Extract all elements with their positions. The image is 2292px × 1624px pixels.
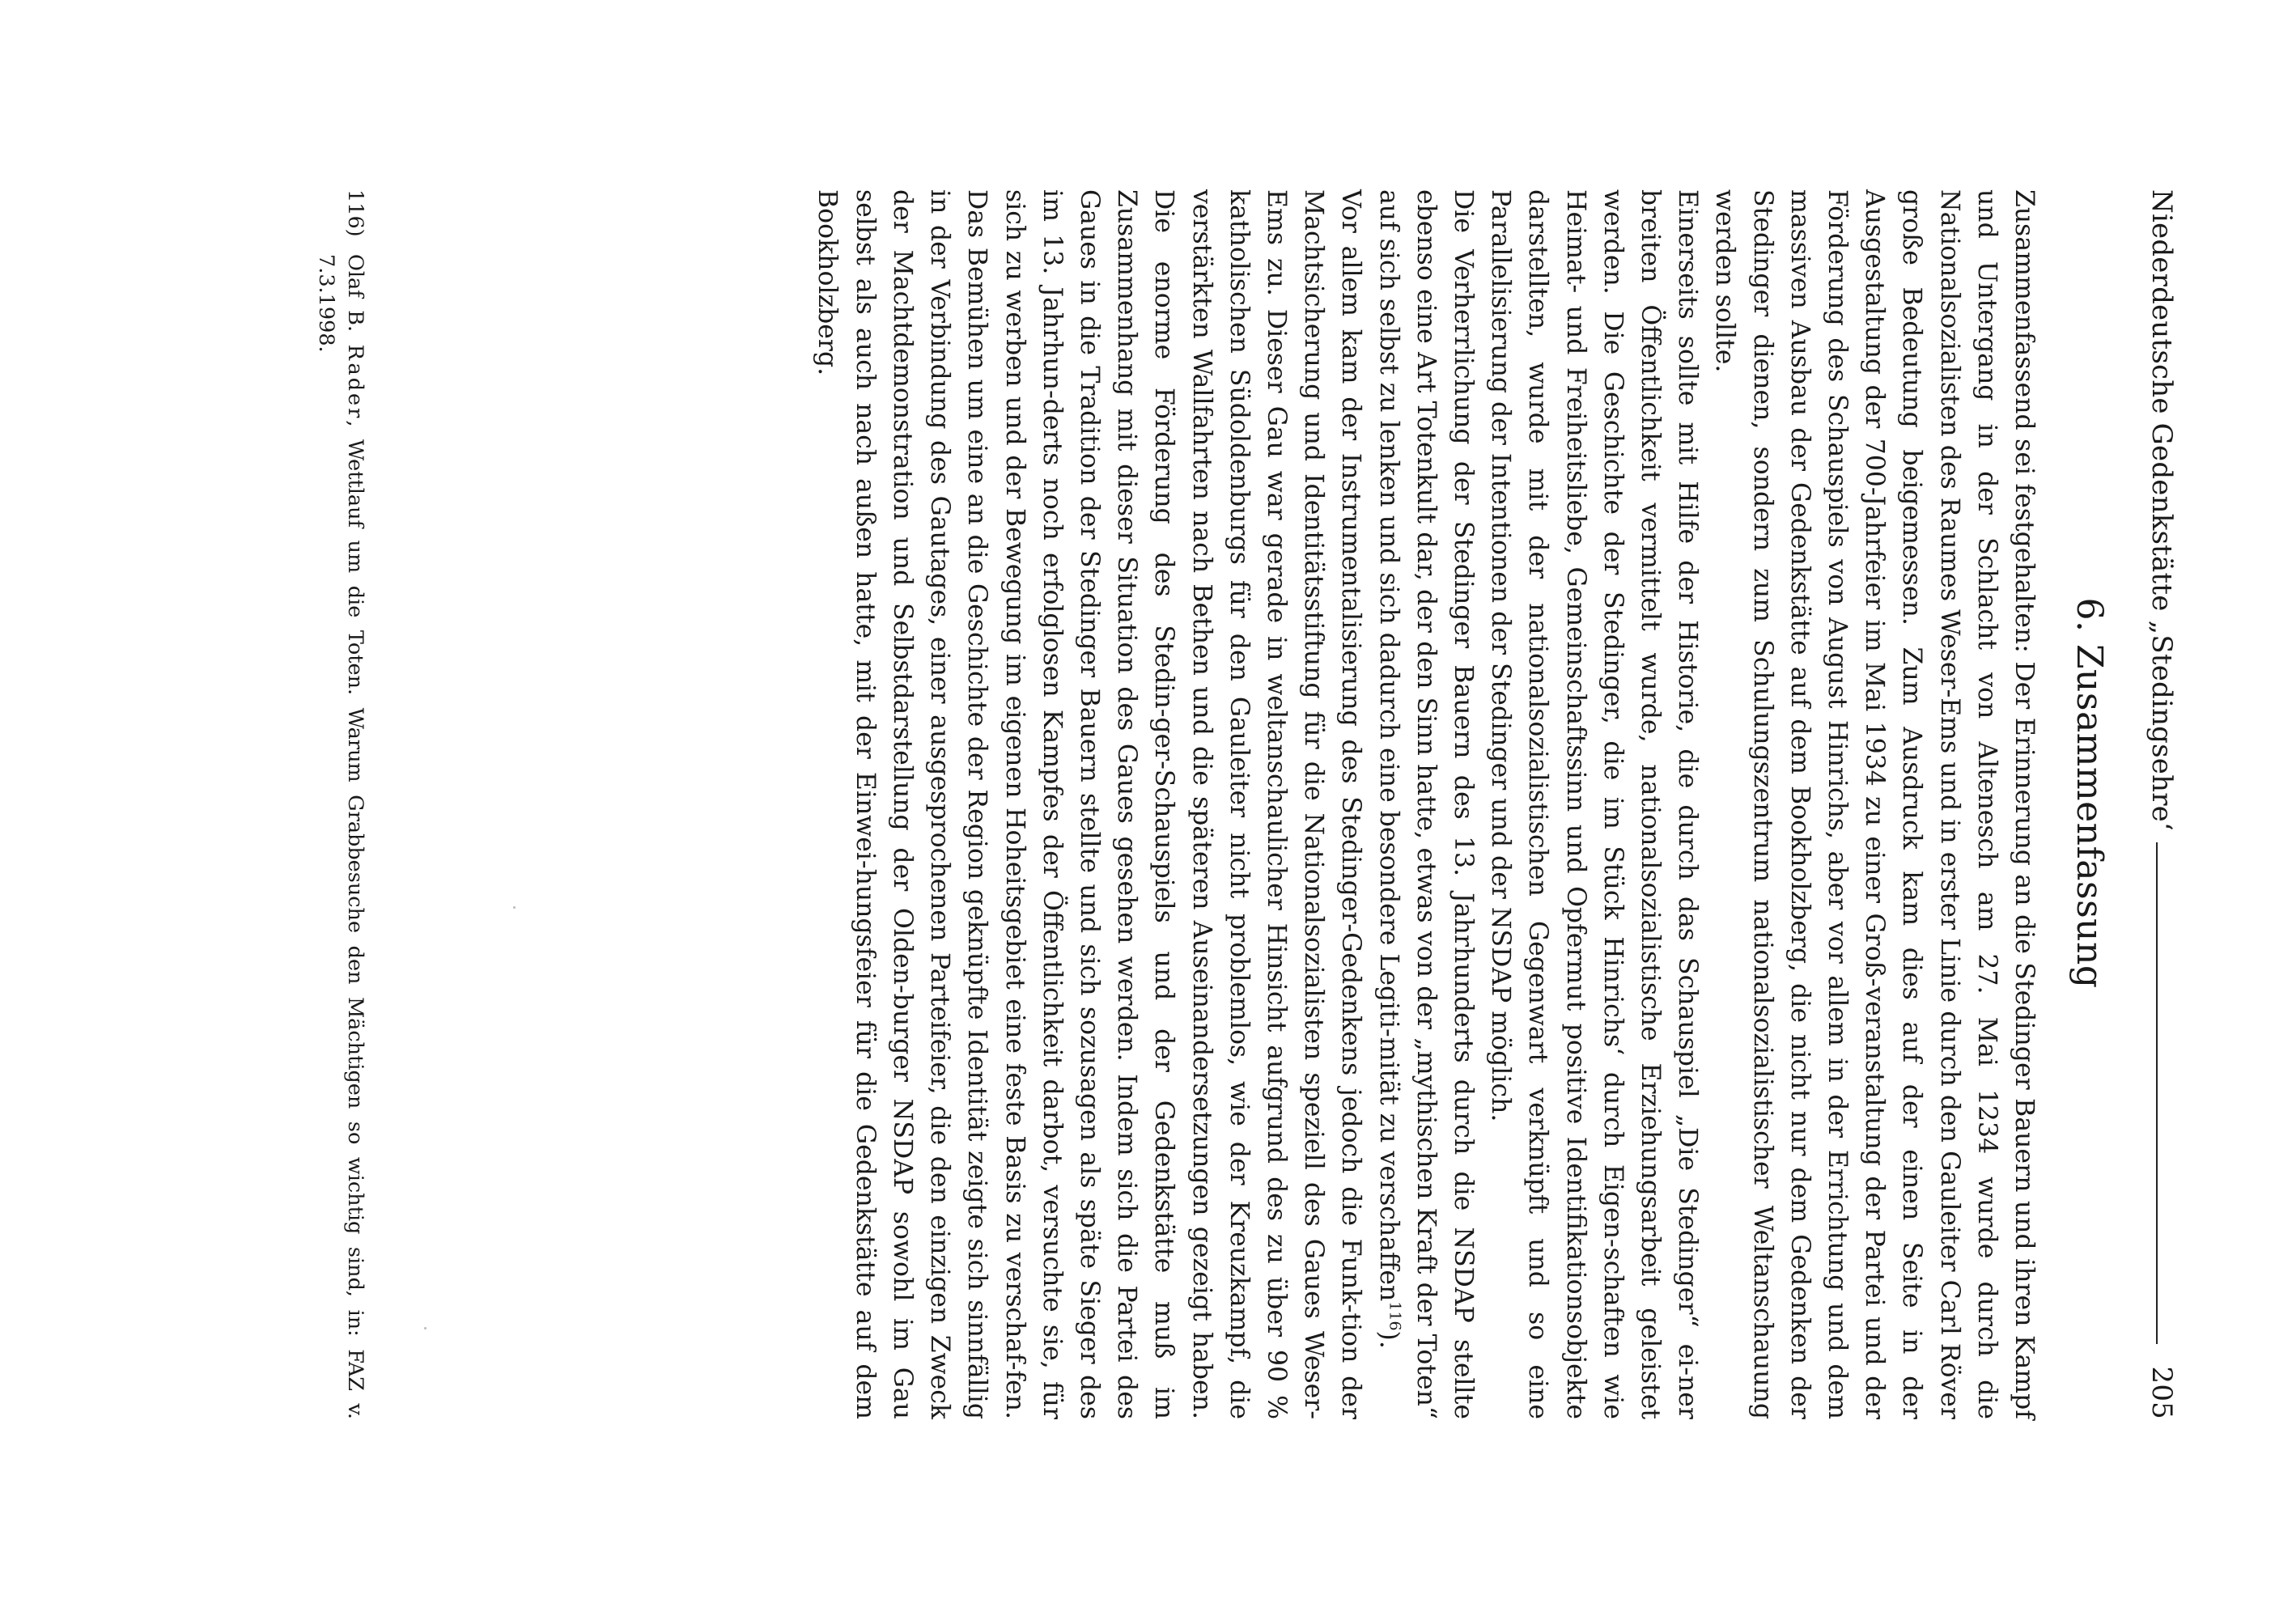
footnote-author-first: Olaf B. bbox=[343, 254, 367, 333]
footnote-author-last: Rader bbox=[343, 344, 367, 421]
scan-speck bbox=[513, 906, 516, 909]
paragraph-3-text: Die Verherrlichung der Stedinger Bauern des 13. Jahrhunderts durch die NSDAP stellte ebenso eine Art Totenkult dar, der den Sinn hatte, etwas von der „mythischen Kraft der Toten“ auf sich selbst zu lenken und sich dadurch eine besondere Legiti-mität zu verschaffen bbox=[1373, 189, 1478, 1419]
paragraph-4: Vor allem kam der Instrumentalisierung des Stedinger-Gedenkens jedoch die Funk-tion der Machtsicherung und Identitätsstiftung für die Nationalsozialisten speziell des Gaues Weser-Ems zu. Dieser Gau war gerade in weltanschaulicher Hinsicht aufgrund des zu über 90 % katholischen Südoldenburgs für den Gauleiter nicht problemlos, wie der Kreuzkampf, die verstärkten Wallfahrten nach Bethen und die späteren Auseinandersetzungen gezeigt haben. Die enorme Förderung des Stedin-ger-Schauspiels und der Gedenkstätte muß im Zusammenhang mit dieser Situation des Gaues gesehen werden. Indem sich die Partei des Gaues in die Tradition der Stedinger Bauern stellte und sich sozusagen als späte Sieger des im 13. Jahrhun-derts noch erfolglosen Kampfes der Öffentlichkeit darbot, versuchte sie, für sich zu werben und der Bewegung im eigenen Hoheitsgebiet eine feste Basis zu verschaf-fen. Das Bemühen um eine an die Geschichte der Region geknüpfte Identität zeigte sich sinnfällig in der Verbindung des Gautages, einer ausgesprochenen Parteifeier, die den einzigen Zweck der Machtdemonstration und Selbstdarstellung der Olden-burger NSDAP sowohl im Gau selbst als auch nach außen hatte, mit der Einwei-hungsfeier für die Gedenkstätte auf dem Bookholzberg. bbox=[813, 189, 1366, 1419]
footnote-reference[interactable]: 116 bbox=[1386, 1301, 1404, 1331]
paragraph-2: Einerseits sollte mit Hilfe der Historie, die durch das Schauspiel „Die Stedinger“ ei-ner breiten Öffentlichkeit vermittelt wurde, nationalsozialistische Erziehungsarbeit geleistet werden. Die Geschichte der Stedinger, die im Stück Hinrichs‘ durch Eigen-schaften wie Heimat- und Freiheitsliebe, Gemeinschaftssinn und Opfermut positive Identifikationsobjekte darstellten, wurde mit der nationalsozialistischen Gegenwart verknüpft und so eine Parallelisierung der Intentionen der Stedinger und der NSDAP möglich. bbox=[1486, 189, 1703, 1419]
footnote-marker: 116) bbox=[343, 189, 367, 237]
body-text bbox=[809, 189, 2043, 1419]
running-head-title: Niederdeutsche Gedenkstätte „Stedingsehre‘ bbox=[2146, 189, 2178, 831]
section-title: 6. Zusammenfassung bbox=[2069, 597, 2110, 989]
paragraph-1: Zusammenfassend sei festgehalten: Der Erinnerung an die Stedinger Bauern und ihren Kampf und Untergang in der Schlacht von Altenesch am 27. Mai 1234 wurde durch die Nationalsozialisten des Raumes Weser-Ems und in erster Linie durch den Gauleiter Carl Röver große Bedeutung beigemessen. Zum Ausdruck kam dies auf der einen Seite in der Ausgestaltung der 700-Jahrfeier im Mai 1934 zu einer Groß-veranstaltung der Partei und der Förderung des Schauspiels von August Hinrichs, aber vor allem in der Errichtung und dem massiven Ausbau der Gedenkstätte auf dem Bookholzberg, die nicht nur dem Gedenken der Stedinger dienen, sondern zum Schulungszentrum nationalsozialistischer Weltanschauung werden sollte. bbox=[1710, 189, 2039, 1419]
page-number: 205 bbox=[2146, 1366, 2178, 1419]
scan-speck bbox=[424, 1327, 427, 1329]
paragraph-3 bbox=[1369, 189, 1482, 1419]
footnote-citation: , Wettlauf um die Toten. Warum Grabbesuche den Mächtigen so wichtig sind, in: FAZ v. 7.3.1998. bbox=[314, 254, 367, 1420]
footnote-text bbox=[312, 254, 370, 1419]
running-head-rule bbox=[2156, 842, 2158, 1344]
footnote bbox=[312, 189, 370, 1419]
running-head bbox=[2141, 189, 2182, 1419]
footnote-reference-suffix: ). bbox=[1373, 1330, 1403, 1349]
